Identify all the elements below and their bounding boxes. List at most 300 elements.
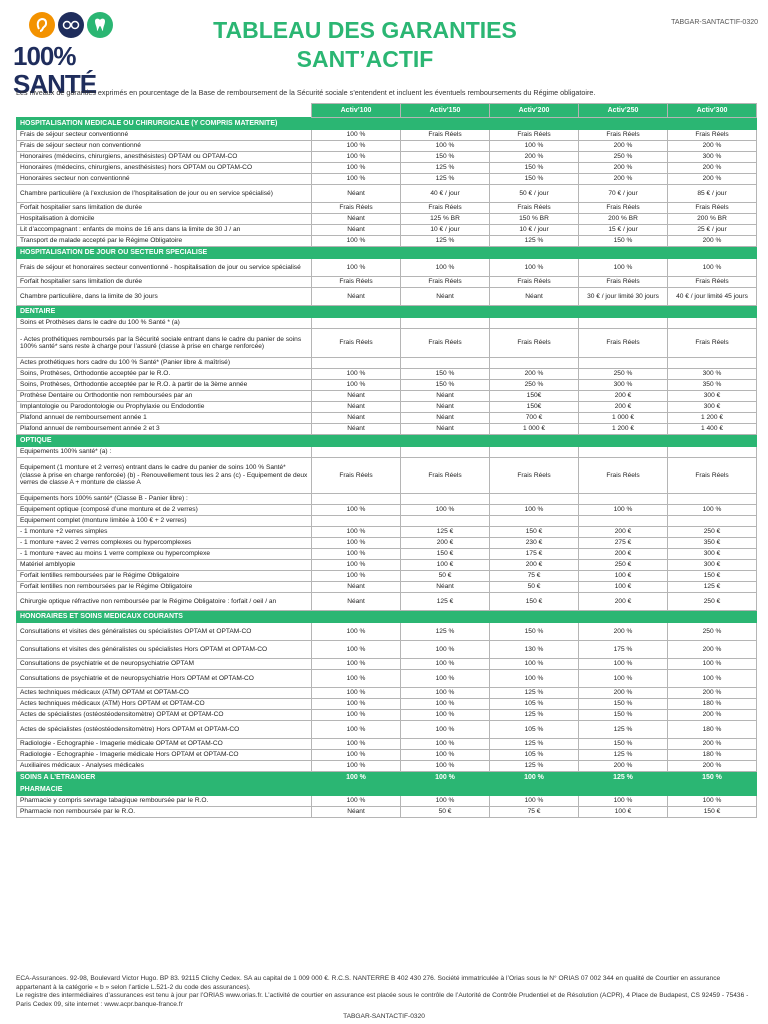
row-value: 150 %: [490, 174, 579, 185]
row-value: [579, 318, 668, 329]
row-value: 125 €: [401, 593, 490, 611]
row-value: 100 €: [401, 560, 490, 571]
row-value: 200 %: [490, 369, 579, 380]
row-value: 85 € / jour: [668, 185, 757, 203]
row-value: 100 %: [312, 688, 401, 699]
table-row: [17, 358, 757, 369]
row-value: 100 %: [490, 659, 579, 670]
row-label: Frais de séjour secteur conventionné: [17, 130, 312, 141]
table-row: [17, 458, 757, 494]
row-value: 100 %: [579, 505, 668, 516]
row-value: 250 €: [579, 560, 668, 571]
row-value: Frais Réels: [668, 277, 757, 288]
table-row: [17, 402, 757, 413]
row-value: 100 %: [312, 163, 401, 174]
row-value: Néant: [312, 288, 401, 306]
column-header: Activ’250: [579, 104, 668, 118]
row-label: Pharmacie y compris sevrage tabagique remboursée par le R.O.: [17, 796, 312, 807]
row-value: Frais Réels: [579, 130, 668, 141]
row-value: Frais Réels: [490, 130, 579, 141]
row-value: 100 %: [312, 571, 401, 582]
row-label: Forfait lentilles non remboursées par le Régime Obligatoire: [17, 582, 312, 593]
row-value: Néant: [312, 582, 401, 593]
section-title: HONORAIRES ET SOINS MEDICAUX COURANTS: [17, 611, 757, 623]
column-header: Activ’100: [312, 104, 401, 118]
row-value: Néant: [401, 413, 490, 424]
row-value: 100 %: [668, 670, 757, 688]
row-value: 150 %: [401, 152, 490, 163]
row-value: 300 €: [668, 560, 757, 571]
row-value: 100 %: [312, 236, 401, 247]
row-value: 300 %: [668, 152, 757, 163]
row-value: 200 %: [579, 761, 668, 772]
row-value: 200 %: [579, 163, 668, 174]
row-value: Frais Réels: [579, 277, 668, 288]
row-value: 250 %: [579, 152, 668, 163]
row-label: Soins, Prothèses, Orthodontie acceptée par le R.O. à partir de la 3ème année: [17, 380, 312, 391]
row-value: 200 % BR: [579, 214, 668, 225]
row-value: 100 %: [312, 721, 401, 739]
row-value: 100 %: [668, 505, 757, 516]
row-label: Lit d’accompagnant : enfants de moins de 16 ans dans la limite de 30 J / an: [17, 225, 312, 236]
table-row: [17, 288, 757, 306]
table-row: [17, 494, 757, 505]
row-value: 100 %: [490, 796, 579, 807]
row-value: [312, 318, 401, 329]
table-row: [17, 796, 757, 807]
row-value: 150 %: [401, 369, 490, 380]
row-value: 150 %: [490, 623, 579, 641]
table-row: [17, 505, 757, 516]
abroad-value: 100 %: [312, 772, 401, 784]
table-row: [17, 391, 757, 402]
row-value: 100 %: [312, 549, 401, 560]
row-value: 100 %: [401, 699, 490, 710]
row-label: Radiologie - Echographie - Imagerie médicale Hors OPTAM et OPTAM-CO: [17, 750, 312, 761]
row-value: 100 %: [312, 141, 401, 152]
row-value: 125 %: [490, 236, 579, 247]
row-label: Equipement (1 monture et 2 verres) entrant dans le cadre du panier de soins 100 % Santé* (classe à prise en charge renforcée) (b) - Renouvellement tous les 2 ans (c) - Equipement de deux verres de classe A + monture de classe A: [17, 458, 312, 494]
row-value: 250 %: [579, 369, 668, 380]
row-value: 75 €: [490, 571, 579, 582]
row-value: 300 %: [668, 369, 757, 380]
row-value: Frais Réels: [401, 329, 490, 358]
row-value: [490, 494, 579, 505]
row-value: 100 %: [312, 527, 401, 538]
row-value: 100 %: [312, 369, 401, 380]
row-value: Frais Réels: [490, 458, 579, 494]
row-value: 150 %: [579, 699, 668, 710]
row-value: 300 €: [668, 402, 757, 413]
row-value: 100 %: [401, 721, 490, 739]
row-label: - 1 monture +2 verres simples: [17, 527, 312, 538]
row-label: Equipements hors 100% santé* (Classe B - Panier libre) :: [17, 494, 312, 505]
row-value: 100 %: [312, 259, 401, 277]
row-value: 100 €: [579, 571, 668, 582]
row-value: 150 €: [490, 593, 579, 611]
row-value: 100 %: [312, 699, 401, 710]
row-value: 100 %: [312, 761, 401, 772]
abroad-value: 100 %: [401, 772, 490, 784]
row-value: 10 € / jour: [490, 225, 579, 236]
row-label: Prothèse Dentaire ou Orthodontie non remboursées par an: [17, 391, 312, 402]
row-label: Consultations et visites des généralistes ou spécialistes Hors OPTAM et OPTAM-CO: [17, 641, 312, 659]
row-value: 200 €: [579, 527, 668, 538]
column-header: Activ’200: [490, 104, 579, 118]
page-title: [200, 16, 530, 74]
logo-icons: [29, 12, 133, 38]
footer-paragraph: ECA-Assurances. 92-98, Boulevard Victor Hugo. BP 83. 92115 Clichy Cedex. SA au capital de 1 009 000 €. R.C.S. NANTERRE B 402 430 276. Société immatriculée à l’Orias sous le N° ORIAS 07 002 344 en qualité de Courtier en assurance appartenant à la catégorie « b » selon l’article L.521-2 du code des assurances).: [16, 975, 721, 991]
row-label: Actes de spécialistes (ostéostéodensitomètre) OPTAM et OPTAM-CO: [17, 710, 312, 721]
row-value: 100 %: [312, 130, 401, 141]
table-row: [17, 670, 757, 688]
row-value: [668, 358, 757, 369]
section-title: HOSPITALISATION MEDICALE OU CHIRURGICALE (Y COMPRIS MATERNITE): [17, 118, 757, 130]
row-value: 100 %: [401, 739, 490, 750]
row-label: Consultations de psychiatrie et de neuropsychiatrie Hors OPTAM et OPTAM-CO: [17, 670, 312, 688]
row-value: 50 €: [401, 807, 490, 818]
row-label: Actes prothétiques hors cadre du 100 % Santé* (Panier libre & maîtrisé): [17, 358, 312, 369]
table-row: [17, 750, 757, 761]
row-value: 50 €: [490, 582, 579, 593]
row-value: 100 %: [401, 710, 490, 721]
row-value: 100 %: [579, 670, 668, 688]
table-row: [17, 527, 757, 538]
table-row: [17, 739, 757, 750]
table-row: [17, 593, 757, 611]
row-value: 100 %: [579, 259, 668, 277]
row-value: [401, 516, 490, 527]
row-value: Néant: [312, 413, 401, 424]
row-value: 150 €: [668, 807, 757, 818]
row-value: Néant: [401, 424, 490, 435]
row-value: 125 %: [401, 623, 490, 641]
table-row: [17, 174, 757, 185]
row-value: [401, 447, 490, 458]
row-value: 100 %: [401, 505, 490, 516]
row-value: Frais Réels: [401, 130, 490, 141]
row-value: 30 € / jour limité 30 jours: [579, 288, 668, 306]
row-value: 150 %: [579, 739, 668, 750]
row-value: 180 %: [668, 721, 757, 739]
row-value: Frais Réels: [401, 458, 490, 494]
table-row: [17, 688, 757, 699]
row-value: 100 %: [401, 259, 490, 277]
row-label: Equipement complet (monture limitée à 100 € + 2 verres): [17, 516, 312, 527]
row-value: [579, 358, 668, 369]
section-title: HOSPITALISATION DE JOUR OU SECTEUR SPECIALISE: [17, 247, 757, 259]
row-value: 100 %: [312, 152, 401, 163]
row-label: Honoraires (médecins, chirurgiens, anesthésistes) OPTAM ou OPTAM-CO: [17, 152, 312, 163]
row-value: [401, 318, 490, 329]
row-value: 100 %: [312, 380, 401, 391]
row-label: Soins, Prothèses, Orthodontie acceptée par le R.O.: [17, 369, 312, 380]
table-row: [17, 141, 757, 152]
section-header: [17, 611, 757, 623]
row-value: 150 €: [668, 571, 757, 582]
section-header: [17, 435, 757, 447]
row-value: 15 € / jour: [579, 225, 668, 236]
row-value: 75 €: [490, 807, 579, 818]
row-value: Néant: [312, 593, 401, 611]
row-label: Frais de séjour et honoraires secteur conventionné - hospitalisation de jour ou service spécialisé: [17, 259, 312, 277]
row-value: 100 %: [490, 505, 579, 516]
section-header: [17, 306, 757, 318]
table-row: [17, 424, 757, 435]
row-value: 125 %: [490, 688, 579, 699]
row-value: 25 € / jour: [668, 225, 757, 236]
row-value: 40 € / jour: [401, 185, 490, 203]
table-row: [17, 582, 757, 593]
document-reference: TABGAR-SANTACTIF-0320: [671, 19, 758, 26]
title-line-1: TABLEAU DES GARANTIES: [213, 17, 517, 43]
row-value: 100 %: [401, 750, 490, 761]
row-value: 200 €: [579, 391, 668, 402]
row-value: 100 %: [401, 670, 490, 688]
row-value: 100 %: [401, 641, 490, 659]
table-row: [17, 447, 757, 458]
section-header: [17, 247, 757, 259]
row-value: 200 %: [668, 174, 757, 185]
row-value: 300 €: [668, 549, 757, 560]
row-label: Frais de séjour secteur non conventionné: [17, 141, 312, 152]
row-value: Néant: [312, 807, 401, 818]
row-value: Néant: [312, 185, 401, 203]
row-value: [668, 447, 757, 458]
row-label: Honoraires secteur non conventionné: [17, 174, 312, 185]
row-value: Frais Réels: [668, 130, 757, 141]
row-value: 300 €: [668, 391, 757, 402]
row-value: 50 € / jour: [490, 185, 579, 203]
row-value: 250 %: [490, 380, 579, 391]
guarantees-table: [16, 103, 757, 818]
row-label: Forfait lentilles remboursées par le Régime Obligatoire: [17, 571, 312, 582]
row-value: 100 %: [312, 750, 401, 761]
row-value: Frais Réels: [490, 277, 579, 288]
section-title: PHARMACIE: [17, 784, 757, 796]
row-label: Honoraires (médecins, chirurgiens, anesthésistes) hors OPTAM ou OPTAM-CO: [17, 163, 312, 174]
row-value: Frais Réels: [579, 329, 668, 358]
row-value: Frais Réels: [312, 203, 401, 214]
row-value: 200 €: [579, 549, 668, 560]
row-value: 200 %: [668, 739, 757, 750]
footer-reference: TABGAR-SANTACTIF-0320: [343, 1013, 425, 1020]
row-value: 1 400 €: [668, 424, 757, 435]
table-row: [17, 571, 757, 582]
section-title: DENTAIRE: [17, 306, 757, 318]
row-value: 175 €: [490, 549, 579, 560]
row-value: 275 €: [579, 538, 668, 549]
row-value: 125 €: [668, 582, 757, 593]
row-value: 100 %: [401, 688, 490, 699]
row-value: 125 %: [579, 721, 668, 739]
abroad-value: 100 %: [490, 772, 579, 784]
row-value: 100 %: [579, 659, 668, 670]
row-value: 200 %: [579, 623, 668, 641]
row-label: Chirurgie optique réfractive non remboursée par le Régime Obligatoire : forfait / oeil / an: [17, 593, 312, 611]
row-label: Transport de malade accepté par le Régime Obligatoire: [17, 236, 312, 247]
row-value: 105 %: [490, 750, 579, 761]
row-value: 200 %: [668, 141, 757, 152]
table-row: [17, 329, 757, 358]
table-row: [17, 710, 757, 721]
row-value: 200 %: [668, 761, 757, 772]
row-value: 350 %: [668, 380, 757, 391]
row-value: 200 €: [490, 560, 579, 571]
table-header-row: [17, 104, 757, 118]
row-value: Néant: [401, 391, 490, 402]
ear-icon: [29, 12, 55, 38]
abroad-value: 150 %: [668, 772, 757, 784]
row-value: Néant: [401, 402, 490, 413]
row-label: - 1 monture +avec au moins 1 verre complexe ou hypercomplexe: [17, 549, 312, 560]
row-value: 200 %: [579, 174, 668, 185]
row-value: 100 €: [579, 807, 668, 818]
row-value: 150€: [490, 402, 579, 413]
row-value: 100 %: [490, 259, 579, 277]
row-value: 100 %: [312, 623, 401, 641]
table-row: [17, 549, 757, 560]
row-value: 700 €: [490, 413, 579, 424]
row-value: 10 € / jour: [401, 225, 490, 236]
row-value: Frais Réels: [668, 458, 757, 494]
row-value: 200 %: [668, 710, 757, 721]
row-value: 100 €: [579, 582, 668, 593]
row-label: Equipements 100% santé* (a) :: [17, 447, 312, 458]
table-row: [17, 203, 757, 214]
table-row: [17, 225, 757, 236]
row-value: Frais Réels: [401, 203, 490, 214]
header-blank: [17, 104, 312, 118]
row-value: 100 %: [490, 670, 579, 688]
row-value: Frais Réels: [668, 329, 757, 358]
row-value: 230 €: [490, 538, 579, 549]
logo-text: 100% SANTÉ: [13, 41, 97, 99]
table-row: [17, 236, 757, 247]
row-value: 130 %: [490, 641, 579, 659]
row-label: Forfait hospitalier sans limitation de durée: [17, 277, 312, 288]
row-label: Consultations et visites des généralistes ou spécialistes OPTAM et OPTAM-CO: [17, 623, 312, 641]
table-row: [17, 623, 757, 641]
table-row: [17, 214, 757, 225]
row-value: 180 %: [668, 750, 757, 761]
row-value: 150 %: [490, 163, 579, 174]
row-value: [401, 494, 490, 505]
row-value: 200 €: [579, 402, 668, 413]
row-value: 125 % BR: [401, 214, 490, 225]
intro-text: Les niveaux de garanties exprimés en pourcentage de la Base de remboursement de la Sécurité sociale s’entendent et incluent les éventuels remboursements du Régime obligatoire.: [16, 88, 596, 97]
tooth-icon: [87, 12, 113, 38]
row-value: [312, 494, 401, 505]
row-value: 200 % BR: [668, 214, 757, 225]
section-title: OPTIQUE: [17, 435, 757, 447]
row-value: 100 %: [490, 141, 579, 152]
row-label: Plafond annuel de remboursement année 1: [17, 413, 312, 424]
row-value: 125 %: [579, 750, 668, 761]
row-value: 100 %: [312, 659, 401, 670]
section-header: [17, 118, 757, 130]
table-row: [17, 413, 757, 424]
row-value: 150 % BR: [490, 214, 579, 225]
row-value: [668, 318, 757, 329]
row-label: Actes de spécialistes (ostéostéodensitomètre) Hors OPTAM et OPTAM-CO: [17, 721, 312, 739]
row-value: [312, 516, 401, 527]
row-value: 100 %: [312, 560, 401, 571]
row-value: 40 € / jour limité 45 jours: [668, 288, 757, 306]
row-value: [668, 516, 757, 527]
table-row: [17, 641, 757, 659]
row-value: Néant: [401, 582, 490, 593]
table-row: [17, 163, 757, 174]
logo-100-sante: [13, 12, 133, 99]
row-value: [490, 318, 579, 329]
row-value: 200 %: [668, 688, 757, 699]
row-value: [490, 516, 579, 527]
row-value: Frais Réels: [312, 458, 401, 494]
row-label: Equipement optique (composé d’une monture et de 2 verres): [17, 505, 312, 516]
abroad-value: 125 %: [579, 772, 668, 784]
row-value: 100 %: [312, 796, 401, 807]
footer-paragraph: Le registre des intermédiaires d’assurances est tenu à jour par l’ORIAS www.orias.fr. L’activité de courtier en assurance est placée sous le contrôle de l’Autorité de Contrôle Prudentiel et de Résolution (ACPR), 4 Place de Budapest, CS 92459 - 75436 - Paris Cedex 09, site internet : www.acpr.banque-france.fr: [16, 992, 749, 1008]
row-value: [401, 358, 490, 369]
table-row: [17, 277, 757, 288]
table-body: [17, 118, 757, 818]
row-value: [579, 516, 668, 527]
table-row: [17, 259, 757, 277]
row-value: 200 %: [668, 163, 757, 174]
row-value: 100 %: [312, 641, 401, 659]
row-value: Néant: [312, 214, 401, 225]
table-row: [17, 185, 757, 203]
row-value: 250 %: [668, 623, 757, 641]
row-value: Frais Réels: [401, 277, 490, 288]
row-value: Frais Réels: [490, 329, 579, 358]
row-value: 125 €: [401, 527, 490, 538]
row-value: 1 000 €: [579, 413, 668, 424]
table-row: [17, 538, 757, 549]
table-row: [17, 807, 757, 818]
footer-legal: [16, 975, 756, 1009]
row-value: 150 %: [579, 236, 668, 247]
glasses-icon: [58, 12, 84, 38]
row-value: 125 %: [401, 174, 490, 185]
row-value: 150 %: [579, 710, 668, 721]
row-value: [668, 494, 757, 505]
table-row: [17, 130, 757, 141]
row-value: 100 %: [401, 141, 490, 152]
row-value: 125 %: [401, 163, 490, 174]
row-value: 105 %: [490, 699, 579, 710]
row-value: 1 200 €: [668, 413, 757, 424]
row-value: 150 %: [401, 380, 490, 391]
row-value: 250 €: [668, 527, 757, 538]
row-value: 200 €: [401, 538, 490, 549]
table-row: [17, 721, 757, 739]
row-value: Néant: [401, 288, 490, 306]
row-value: 100 %: [401, 659, 490, 670]
row-value: 200 %: [668, 641, 757, 659]
row-value: 250 €: [668, 593, 757, 611]
row-value: [579, 447, 668, 458]
row-label: Soins et Prothèses dans le cadre du 100 % Santé * (a): [17, 318, 312, 329]
row-value: Frais Réels: [312, 277, 401, 288]
abroad-label: SOINS A L’ETRANGER: [17, 772, 312, 784]
title-line-2: SANT’ACTIF: [296, 46, 434, 72]
row-value: 1 000 €: [490, 424, 579, 435]
row-label: Hospitalisation à domicile: [17, 214, 312, 225]
row-label: Chambre particulière (à l’exclusion de l’hospitalisation de jour ou en service spécialisé): [17, 185, 312, 203]
row-value: Frais Réels: [579, 458, 668, 494]
